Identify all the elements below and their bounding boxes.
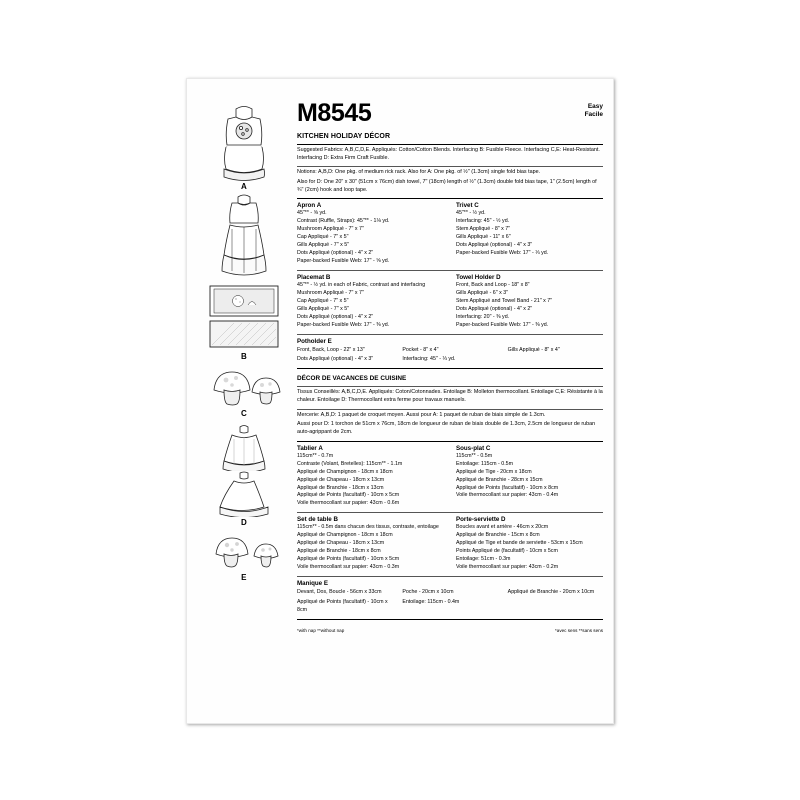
- block-line: Entoilage: 115cm - 0.4m: [402, 598, 460, 605]
- divider: [297, 368, 603, 369]
- block-line: Paper-backed Fusible Web: 17" - ⅓ yd.: [456, 250, 549, 257]
- block-title: Tablier A: [297, 444, 323, 452]
- potholder-lines-row-1: [297, 347, 603, 355]
- block-line: Devant, Dos, Boucle - 56cm x 33cm: [297, 588, 382, 595]
- manique-lines-row-1: [297, 589, 603, 597]
- figure-potholder: [195, 532, 293, 582]
- french-block-manique: [297, 580, 603, 615]
- block-line: Stem Appliqué and Towel Band - 21" x 7": [456, 297, 553, 304]
- block-title: Apron A: [297, 202, 322, 210]
- english-block-apron: [297, 202, 444, 266]
- block-line: Gills Appliqué - 7" x 5": [297, 305, 350, 312]
- block-line: 115cm** - 0.5m dans chacun des tissus, contraste, entoilage: [297, 524, 439, 531]
- figure-apron: [195, 103, 293, 191]
- block-line: Front, Back, Loop - 22" x 13": [297, 346, 365, 353]
- difficulty-fr: Facile: [584, 111, 603, 119]
- placemat-illustration: [198, 283, 290, 319]
- block-line: Interfacing: 20" - ⅜ yd.: [456, 313, 510, 320]
- figure-label-a: A: [240, 182, 248, 191]
- block-line: Dots Appliqué (optional) - 4" x 3": [456, 242, 533, 249]
- french-notions-2: Aussi pour D: 1 torchon de 51cm x 76cm, 18cm de longueur de ruban de biais double de 1.3cm, 2.5cm de longueur de ruban auto-agrippant de 2cm.: [297, 421, 596, 436]
- difficulty-en: Easy: [587, 103, 603, 110]
- divider: [297, 512, 603, 513]
- english-block-trivet: [456, 202, 603, 266]
- french-block-tablier: [297, 445, 444, 509]
- block-line: Contraste (Volant, Bretelles): 115cm** - 1.1m: [297, 460, 403, 467]
- block-line: Dots Appliqué (optional) - 4" x 2": [456, 305, 533, 312]
- block-line: Appliqué de Branchie - 28cm x 15cm: [456, 476, 543, 483]
- potholder-lines-row-2: [297, 356, 603, 364]
- english-block-towel-holder: [456, 274, 603, 330]
- block-line: Entoilage: 115cm - 0.5m: [456, 460, 514, 467]
- block-line: Appliqué de Champignon - 18cm x 18cm: [297, 532, 393, 539]
- block-line: 115cm** - 0.5m: [456, 452, 493, 459]
- block-line: Points Appliqué de (facultatif) - 10cm x 5cm: [456, 548, 558, 555]
- divider: [297, 166, 603, 167]
- difficulty-badge: [585, 101, 603, 120]
- block-line: 115cm** - 0.7m: [297, 452, 334, 459]
- block-line: Voile thermocollant sur papier: 43cm - 0.2m: [456, 564, 559, 571]
- block-line: Appliqué de Branchie - 18cm x 8cm: [297, 548, 381, 555]
- english-fabrics: Suggested Fabrics: A,B,C,D,E. Appliqués: Cotton/Cotton Blends. Interfacing B: Fusible Fleece. Interfacing C,E: Heat-Resistant. Interfacing D: Extra Firm Craft Fusible.: [297, 147, 600, 161]
- divider: [297, 270, 603, 271]
- block-line-empty: [508, 356, 603, 364]
- block-line: Appliqué de Branchie - 20cm x 10cm: [507, 588, 595, 595]
- block-line: Appliqué de Points (facultatif) - 10cm x 8cm: [297, 598, 388, 613]
- divider: [297, 409, 603, 410]
- towel-holder-illustration: [198, 471, 290, 517]
- block-line: Cap Appliqué - 7" x 5": [297, 234, 349, 241]
- french-block-set-de-table: [297, 516, 444, 572]
- block-title: Porte-serviette D: [456, 516, 506, 524]
- apron-back-illustration: [198, 193, 290, 279]
- block-line: Appliqué de Chapeau - 18cm x 13cm: [297, 540, 385, 547]
- placemat-back-illustration: [198, 319, 290, 351]
- block-title: Sous-plat C: [456, 444, 491, 452]
- block-title: Trivet C: [456, 202, 479, 210]
- block-line: Contrast (Ruffle, Straps): 45"** - 1⅛ yd.: [297, 218, 390, 225]
- block-line: Mushroom Appliqué - 7" x 7": [297, 289, 364, 296]
- block-line: 45"** - ⅝ yd.: [297, 210, 327, 217]
- block-title: Set de table B: [297, 516, 338, 524]
- french-yardage-row-2: [297, 516, 603, 572]
- block-line: Gills Appliqué - 8" x 4": [507, 346, 560, 353]
- figure-apron-alt: [195, 193, 293, 279]
- block-line: Gills Appliqué - 11" x 6": [456, 234, 511, 241]
- block-line: Voile thermocollant sur papier: 43cm - 0.3m: [297, 564, 400, 571]
- block-title: Towel Holder D: [456, 273, 501, 281]
- block-line: Gills Appliqué - 6" x 3": [456, 289, 509, 296]
- footnote-en: *with nap **without nap: [297, 627, 345, 633]
- content-column: [297, 101, 603, 715]
- footnote-fr: *avec sens **sans sens: [554, 627, 603, 633]
- english-notions: Notions: A,B,D: One pkg. of medium rick rack. Also for A: One pkg. of ½" (1.3cm) single fold bias tape.: [297, 169, 541, 176]
- block-line: Appliqué de Points (facultatif) - 10cm x 5cm: [297, 492, 400, 499]
- block-line: Dots Appliqué (optional) - 4" x 2": [297, 250, 374, 257]
- figure-label-e: E: [241, 573, 247, 582]
- block-line: Appliqué de Tige - 20cm x 18cm: [456, 468, 532, 475]
- block-line: Appliqué de Points (facultatif) - 10cm x 5cm: [297, 556, 400, 563]
- block-line: Voile thermocollant sur papier: 43cm - 0.6m: [297, 500, 400, 507]
- french-block-sous-plat: [456, 445, 603, 509]
- block-line: Appliqué de Champignon - 18cm x 18cm: [297, 468, 393, 475]
- block-line-empty: [508, 599, 603, 615]
- block-line: Dots Appliqué (optional) - 4" x 3": [297, 356, 374, 363]
- block-line: Appliqué de Tige et bande de serviette - 53cm x 15cm: [456, 540, 583, 547]
- divider: [297, 619, 603, 620]
- english-yardage-row-2: [297, 274, 603, 330]
- block-line: Appliqué de Chapeau - 18cm x 13cm: [297, 476, 385, 483]
- figure-placemat: [195, 283, 293, 361]
- block-line: Poche - 20cm x 10cm: [402, 588, 454, 595]
- divider: [297, 441, 603, 442]
- block-line: Interfacing: 45" - ⅓ yd.: [402, 356, 456, 363]
- figure-label-c: C: [240, 409, 248, 418]
- french-block-porte-serviette: [456, 516, 603, 572]
- english-title: KITCHEN HOLIDAY DÉCOR: [297, 133, 391, 140]
- english-notions-2: Also for D: One 20" x 30" (51cm x 76cm) dish towel, 7" (18cm) length of ½" (1.3cm) double fold bias tape, 1" (2.5cm) length of ¾" (2cm) hook and loop tape.: [297, 179, 597, 193]
- pattern-envelope-back: [186, 78, 614, 724]
- block-line: Entoilage: 51cm - 0.3m: [456, 556, 511, 563]
- figure-label-d: D: [240, 518, 248, 527]
- block-line: Interfacing: 45" - ½ yd.: [456, 218, 510, 225]
- divider: [297, 334, 603, 335]
- divider: [297, 386, 603, 387]
- block-line: 45"** - ½ yd.: [456, 210, 486, 217]
- english-block-potholder: [297, 338, 603, 365]
- french-yardage-row-1: [297, 445, 603, 509]
- manique-lines-row-2: [297, 599, 603, 615]
- block-title: Placemat B: [297, 273, 331, 281]
- block-line: Appliqué de Branchie - 15cm x 8cm: [456, 532, 540, 539]
- block-line: Paper-backed Fusible Web: 17" - ⅜ yd.: [297, 321, 390, 328]
- block-line: Pocket - 8" x 4": [402, 346, 439, 353]
- figure-label-b: B: [240, 352, 248, 361]
- block-line: Mushroom Appliqué - 7" x 7": [297, 226, 364, 233]
- block-line: Cap Appliqué - 7" x 5": [297, 297, 349, 304]
- potholder-illustration: [198, 532, 290, 572]
- block-line: Dots Appliqué (optional) - 4" x 2": [297, 313, 374, 320]
- divider: [297, 144, 603, 145]
- block-line: Stem Appliqué - 8" x 7": [456, 226, 511, 233]
- block-line: Paper-backed Fusible Web: 17" - ⅜ yd.: [456, 321, 549, 328]
- block-line: Voile thermocollant sur papier: 43cm - 0.4m: [456, 492, 559, 499]
- towel-holder-top-illustration: [198, 423, 290, 471]
- block-line: Appliqué de Points (facultatif) - 10cm x 8cm: [456, 484, 559, 491]
- block-line: Gills Appliqué - 7" x 5": [297, 242, 350, 249]
- block-line: 45"** - ½ yd. in each of Fabric, contrast and interfacing: [297, 281, 426, 288]
- divider: [297, 576, 603, 577]
- trivet-illustration: [198, 366, 290, 408]
- english-yardage-row-1: [297, 202, 603, 266]
- header: [297, 101, 603, 126]
- figure-towel-holder: [195, 423, 293, 527]
- french-title: DÉCOR DE VACANCES DE CUISINE: [297, 375, 407, 383]
- illustration-column: [195, 103, 293, 715]
- apron-illustration: [198, 103, 290, 181]
- block-line: Boucles avant et arrière - 46cm x 20cm: [456, 524, 549, 531]
- block-line: Appliqué de Branchie - 18cm x 13cm: [297, 484, 384, 491]
- block-line: Front, Back and Loop - 18" x 8": [456, 281, 530, 288]
- block-title: Potholder E: [297, 337, 332, 345]
- divider: [297, 198, 603, 199]
- figure-trivet: [195, 366, 293, 418]
- french-notions: Mercerie: A,B,D: 1 paquet de croquet moyen. Aussi pour A: 1 paquet de ruban de biais simple de 1.3cm.: [297, 411, 546, 418]
- pattern-number: M8545: [297, 99, 372, 127]
- english-block-placemat: [297, 274, 444, 330]
- block-title: Manique E: [297, 579, 328, 587]
- block-line: Paper-backed Fusible Web: 17" - ⅝ yd.: [297, 257, 390, 264]
- french-fabrics: Tissus Conseillés: A,B,C,D,E. Appliqués: Coton/Cotonnades. Entoilage B: Molleton thermocollant. Entoilage C,E: Résistante à la chaleur. Entoilage D: Thermocollant extra ferme pour travaux manuels.: [297, 389, 603, 404]
- footnotes: [297, 628, 603, 633]
